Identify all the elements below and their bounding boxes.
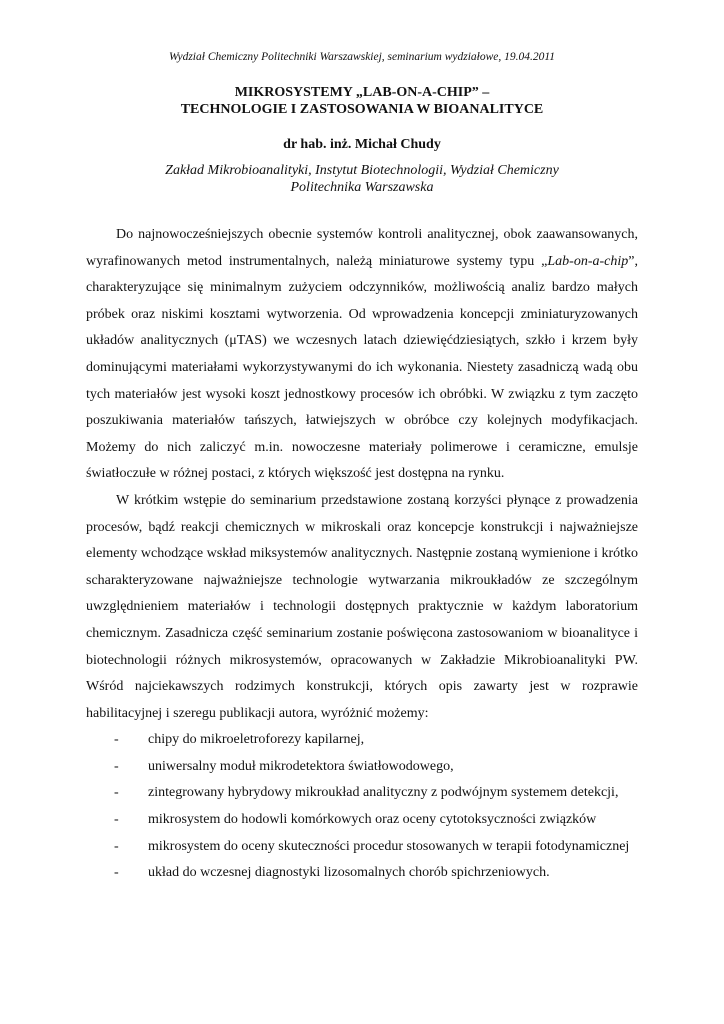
list-dash: - [114, 758, 119, 774]
list-item-text: zintegrowany hybrydowy mikroukład analityczny z podwójnym systemem detekcji, [148, 785, 619, 801]
list-item-text: mikrosystem do hodowli komórkowych oraz oceny cytotoksyczności związków [148, 812, 597, 828]
affiliation-line-1: Zakład Mikrobioanalityki, Instytut Biotechnologii, Wydział Chemiczny [165, 163, 559, 178]
body-paragraph-2: W krótkim wstępie do seminarium przedstawione zostaną korzyści płynące z prowadzenia procesów, bądź reakcji chemicznych w mikroskali oraz koncepcje konstrukcji i najważniejsze elementy wchodzące wskład miksystemów analitycznych. Następnie zostaną wymienione i krótko scharakteryzowane najważniejsze technologie wytwarzania mikroukładów ze szczególnym uwzględnieniem materiałów i technologii dostępnych praktycznie w każdym laboratorium chemicznym. Zasadnicza część seminarium zostanie poświęcona zastosowaniom w bioanalityce i biotechnologii różnych mikrosystemów, opracowanych w Zakładzie Mikrobioanalityki PW. Wśród najciekawszych rodzimych konstrukcji, których opis zawarty jest w rozprawie habilitacyjnej i szeregu publikacji autora, wyróżnić możemy: [86, 492, 638, 721]
list-item [86, 860, 638, 887]
list-item [86, 834, 638, 861]
list-item-text: chipy do mikroeletroforezy kapilarnej, [148, 732, 365, 748]
list-dash: - [114, 732, 119, 748]
paragraph-1-text-end: ”, charakteryzujące się minimalnym zużyciem odczynników, możliwością analiz bardzo małych próbek oraz niskimi kosztami wytworzenia. Od wprowadzenia koncepcji zminiaturyzowanych układów analitycznych (μTAS) we wczesnych latach dziewięćdziesiątych, szkło i krzem były dominującymi materiałami wykorzystywanymi do ich wykonania. Niestety zasadniczą wadą obu tych materiałów jest wysoki koszt jednostkowy procesów ich obróbki. W związku z tym zaczęto poszukiwania materiałów tańszych, łatwiejszych w obróbce czy kolejnych modyfikacjach. Możemy do nich zaliczyć m.in. nowoczesne materiały polimerowe i ceramiczne, emulsje światłoczułe w różnej postaci, z których większość jest dostępna na rynku. [86, 253, 638, 482]
list-item [86, 754, 638, 781]
list-dash: - [114, 785, 119, 801]
lab-on-a-chip-term: Lab-on-a-chip [547, 253, 629, 269]
list-item [86, 780, 638, 807]
list-item-text: układ do wczesnej diagnostyki lizosomalnych chorób spichrzeniowych. [148, 865, 550, 881]
achievements-list [86, 727, 638, 887]
list-item-text: uniwersalny moduł mikrodetektora światłowodowego, [148, 758, 454, 774]
body-paragraph-1 [86, 222, 638, 488]
list-dash: - [114, 865, 119, 881]
author-affiliation [86, 162, 638, 196]
document-title [86, 84, 638, 118]
title-line-1: MIKROSYSTEMY „LAB-ON-A-CHIP” – [234, 85, 490, 100]
list-dash: - [114, 838, 119, 854]
author-name: dr hab. inż. Michał Chudy [283, 137, 441, 152]
list-item [86, 727, 638, 754]
affiliation-line-2: Politechnika Warszawska [290, 180, 434, 195]
list-item-text: mikrosystem do oceny skuteczności procedur stosowanych w terapii fotodynamicznej [148, 838, 630, 854]
list-item [86, 807, 638, 834]
title-line-2: TECHNOLOGIE I ZASTOSOWANIA W BIOANALITYCE [180, 102, 544, 117]
paragraph-1-text-start: Do najnowocześniejszych obecnie systemów kontroli analitycznej, obok zaawansowanych, wyrafinowanych metod instrumentalnych, należą miniaturowe systemy typu „ [86, 227, 638, 269]
list-dash: - [114, 812, 119, 828]
page-header: Wydział Chemiczny Politechniki Warszawskiej, seminarium wydziałowe, 19.04.2011 [168, 51, 556, 63]
